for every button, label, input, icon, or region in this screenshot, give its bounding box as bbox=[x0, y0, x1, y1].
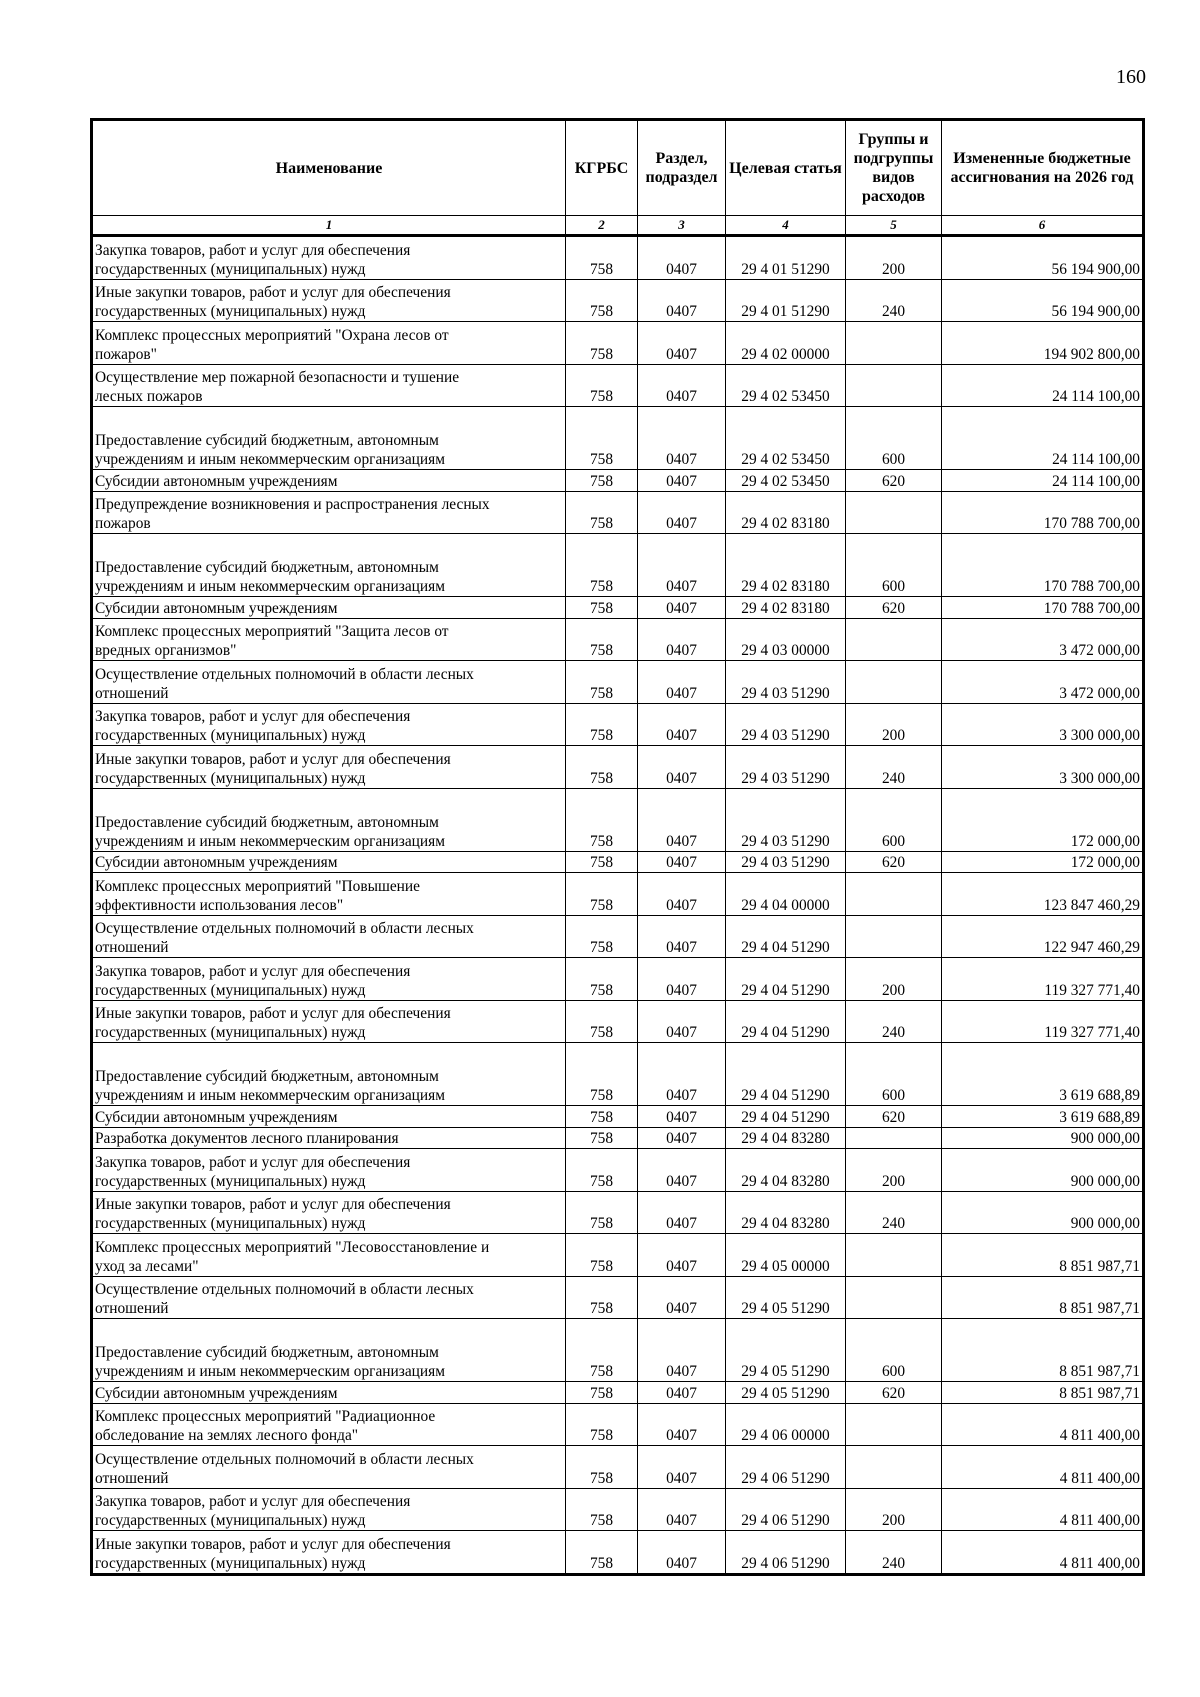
row-kgrbs: 758 bbox=[566, 873, 638, 916]
row-expense-type: 620 bbox=[846, 1382, 942, 1404]
row-expense-type bbox=[846, 1446, 942, 1489]
row-section: 0407 bbox=[638, 1446, 726, 1489]
row-expense-type bbox=[846, 1234, 942, 1277]
header-groups: Группы и подгруппы видов расходов bbox=[846, 120, 942, 216]
row-amount: 8 851 987,71 bbox=[942, 1276, 1144, 1319]
table-row bbox=[92, 407, 1144, 470]
row-amount: 3 472 000,00 bbox=[942, 661, 1144, 704]
row-section: 0407 bbox=[638, 958, 726, 1001]
row-amount: 170 788 700,00 bbox=[942, 534, 1144, 597]
row-expense-type: 200 bbox=[846, 1149, 942, 1192]
row-target: 29 4 06 51290 bbox=[726, 1446, 846, 1489]
row-kgrbs: 758 bbox=[566, 851, 638, 873]
table-row bbox=[92, 661, 1144, 704]
row-expense-type: 600 bbox=[846, 407, 942, 470]
row-kgrbs: 758 bbox=[566, 1000, 638, 1043]
row-section: 0407 bbox=[638, 1382, 726, 1404]
row-name: Иные закупки товаров, работ и услуг для обеспечения государственных (муниципальных) нужд bbox=[92, 1191, 566, 1234]
row-name: Иные закупки товаров, работ и услуг для обеспечения государственных (муниципальных) нужд bbox=[92, 1000, 566, 1043]
column-number: 3 bbox=[638, 216, 726, 236]
row-target: 29 4 03 51290 bbox=[726, 661, 846, 704]
column-number: 5 bbox=[846, 216, 942, 236]
row-kgrbs: 758 bbox=[566, 788, 638, 851]
row-section: 0407 bbox=[638, 279, 726, 322]
row-amount: 24 114 100,00 bbox=[942, 364, 1144, 407]
row-expense-type: 240 bbox=[846, 746, 942, 789]
row-kgrbs: 758 bbox=[566, 236, 638, 280]
row-kgrbs: 758 bbox=[566, 1319, 638, 1382]
row-target: 29 4 05 51290 bbox=[726, 1382, 846, 1404]
row-expense-type: 240 bbox=[846, 1191, 942, 1234]
row-target: 29 4 05 51290 bbox=[726, 1319, 846, 1382]
row-amount: 900 000,00 bbox=[942, 1127, 1144, 1149]
row-kgrbs: 758 bbox=[566, 661, 638, 704]
row-name: Осуществление отдельных полномочий в области лесных отношений bbox=[92, 1446, 566, 1489]
table-row bbox=[92, 364, 1144, 407]
row-amount: 3 472 000,00 bbox=[942, 618, 1144, 661]
row-expense-type: 600 bbox=[846, 534, 942, 597]
row-amount: 3 300 000,00 bbox=[942, 703, 1144, 746]
row-amount: 8 851 987,71 bbox=[942, 1234, 1144, 1277]
row-kgrbs: 758 bbox=[566, 915, 638, 958]
row-name: Осуществление отдельных полномочий в области лесных отношений bbox=[92, 661, 566, 704]
table-row bbox=[92, 1531, 1144, 1575]
table-row bbox=[92, 618, 1144, 661]
row-section: 0407 bbox=[638, 1276, 726, 1319]
row-target: 29 4 04 51290 bbox=[726, 1043, 846, 1106]
row-target: 29 4 06 51290 bbox=[726, 1531, 846, 1575]
row-amount: 56 194 900,00 bbox=[942, 236, 1144, 280]
row-expense-type: 200 bbox=[846, 703, 942, 746]
row-kgrbs: 758 bbox=[566, 364, 638, 407]
row-kgrbs: 758 bbox=[566, 1127, 638, 1149]
row-amount: 122 947 460,29 bbox=[942, 915, 1144, 958]
row-target: 29 4 01 51290 bbox=[726, 236, 846, 280]
row-name: Комплекс процессных мероприятий "Радиационное обследование на землях лесного фонда" bbox=[92, 1403, 566, 1446]
row-section: 0407 bbox=[638, 534, 726, 597]
table-body bbox=[92, 236, 1144, 1575]
row-amount: 4 811 400,00 bbox=[942, 1446, 1144, 1489]
row-target: 29 4 05 00000 bbox=[726, 1234, 846, 1277]
row-target: 29 4 04 51290 bbox=[726, 1106, 846, 1128]
row-name: Осуществление отдельных полномочий в области лесных отношений bbox=[92, 915, 566, 958]
row-kgrbs: 758 bbox=[566, 1043, 638, 1106]
row-target: 29 4 06 51290 bbox=[726, 1488, 846, 1531]
table-row bbox=[92, 1149, 1144, 1192]
row-target: 29 4 04 83280 bbox=[726, 1191, 846, 1234]
row-section: 0407 bbox=[638, 851, 726, 873]
row-expense-type: 620 bbox=[846, 851, 942, 873]
row-kgrbs: 758 bbox=[566, 1531, 638, 1575]
table-row bbox=[92, 1403, 1144, 1446]
row-expense-type: 200 bbox=[846, 958, 942, 1001]
row-kgrbs: 758 bbox=[566, 1276, 638, 1319]
row-expense-type: 240 bbox=[846, 1000, 942, 1043]
table-header-row bbox=[92, 120, 1144, 216]
row-name: Комплекс процессных мероприятий "Лесовосстановление и уход за лесами" bbox=[92, 1234, 566, 1277]
table-row bbox=[92, 1127, 1144, 1149]
row-expense-type bbox=[846, 364, 942, 407]
table-row bbox=[92, 915, 1144, 958]
row-target: 29 4 01 51290 bbox=[726, 279, 846, 322]
row-amount: 3 619 688,89 bbox=[942, 1043, 1144, 1106]
row-amount: 4 811 400,00 bbox=[942, 1531, 1144, 1575]
row-name: Комплекс процессных мероприятий "Повышение эффективности использования лесов" bbox=[92, 873, 566, 916]
row-target: 29 4 02 83180 bbox=[726, 491, 846, 534]
row-section: 0407 bbox=[638, 1043, 726, 1106]
row-kgrbs: 758 bbox=[566, 491, 638, 534]
row-expense-type: 200 bbox=[846, 236, 942, 280]
row-target: 29 4 03 51290 bbox=[726, 703, 846, 746]
row-target: 29 4 04 83280 bbox=[726, 1127, 846, 1149]
row-kgrbs: 758 bbox=[566, 534, 638, 597]
table-row bbox=[92, 1043, 1144, 1106]
row-amount: 3 619 688,89 bbox=[942, 1106, 1144, 1128]
row-name: Закупка товаров, работ и услуг для обеспечения государственных (муниципальных) нужд bbox=[92, 1149, 566, 1192]
row-name: Предоставление субсидий бюджетным, автономным учреждениям и иным некоммерческим организациям bbox=[92, 534, 566, 597]
header-section: Раздел, подраздел bbox=[638, 120, 726, 216]
row-expense-type bbox=[846, 491, 942, 534]
column-number-row bbox=[92, 216, 1144, 236]
row-section: 0407 bbox=[638, 788, 726, 851]
row-kgrbs: 758 bbox=[566, 746, 638, 789]
row-expense-type bbox=[846, 915, 942, 958]
row-amount: 119 327 771,40 bbox=[942, 958, 1144, 1001]
row-section: 0407 bbox=[638, 597, 726, 619]
row-kgrbs: 758 bbox=[566, 1234, 638, 1277]
row-amount: 3 300 000,00 bbox=[942, 746, 1144, 789]
row-expense-type: 200 bbox=[846, 1488, 942, 1531]
row-expense-type bbox=[846, 322, 942, 365]
table-row bbox=[92, 279, 1144, 322]
table-row bbox=[92, 597, 1144, 619]
table-row bbox=[92, 322, 1144, 365]
table-row bbox=[92, 1276, 1144, 1319]
row-amount: 4 811 400,00 bbox=[942, 1403, 1144, 1446]
table-row bbox=[92, 534, 1144, 597]
table-row bbox=[92, 1488, 1144, 1531]
row-target: 29 4 03 51290 bbox=[726, 788, 846, 851]
row-section: 0407 bbox=[638, 1319, 726, 1382]
row-section: 0407 bbox=[638, 322, 726, 365]
row-section: 0407 bbox=[638, 1149, 726, 1192]
row-target: 29 4 04 83280 bbox=[726, 1149, 846, 1192]
row-name: Предоставление субсидий бюджетным, автономным учреждениям и иным некоммерческим организациям bbox=[92, 1043, 566, 1106]
table-row bbox=[92, 1106, 1144, 1128]
row-section: 0407 bbox=[638, 873, 726, 916]
table-row bbox=[92, 1000, 1144, 1043]
row-expense-type: 600 bbox=[846, 1319, 942, 1382]
budget-allocation-table bbox=[90, 118, 1145, 1576]
row-kgrbs: 758 bbox=[566, 1446, 638, 1489]
row-name: Иные закупки товаров, работ и услуг для обеспечения государственных (муниципальных) нужд bbox=[92, 279, 566, 322]
row-kgrbs: 758 bbox=[566, 1106, 638, 1128]
row-target: 29 4 02 83180 bbox=[726, 534, 846, 597]
row-kgrbs: 758 bbox=[566, 470, 638, 492]
row-target: 29 4 02 53450 bbox=[726, 407, 846, 470]
row-name: Субсидии автономным учреждениям bbox=[92, 597, 566, 619]
row-section: 0407 bbox=[638, 618, 726, 661]
table-row bbox=[92, 746, 1144, 789]
row-expense-type: 620 bbox=[846, 597, 942, 619]
row-name: Закупка товаров, работ и услуг для обеспечения государственных (муниципальных) нужд bbox=[92, 1488, 566, 1531]
row-amount: 194 902 800,00 bbox=[942, 322, 1144, 365]
row-amount: 4 811 400,00 bbox=[942, 1488, 1144, 1531]
row-name: Предоставление субсидий бюджетным, автономным учреждениям и иным некоммерческим организациям bbox=[92, 407, 566, 470]
row-target: 29 4 02 83180 bbox=[726, 597, 846, 619]
row-amount: 172 000,00 bbox=[942, 788, 1144, 851]
row-kgrbs: 758 bbox=[566, 1488, 638, 1531]
row-section: 0407 bbox=[638, 703, 726, 746]
row-kgrbs: 758 bbox=[566, 1149, 638, 1192]
header-kgrbs: КГРБС bbox=[566, 120, 638, 216]
row-name: Закупка товаров, работ и услуг для обеспечения государственных (муниципальных) нужд bbox=[92, 703, 566, 746]
row-section: 0407 bbox=[638, 1106, 726, 1128]
row-amount: 900 000,00 bbox=[942, 1191, 1144, 1234]
row-name: Осуществление мер пожарной безопасности и тушение лесных пожаров bbox=[92, 364, 566, 407]
row-kgrbs: 758 bbox=[566, 279, 638, 322]
table-row bbox=[92, 1234, 1144, 1277]
row-expense-type bbox=[846, 618, 942, 661]
row-section: 0407 bbox=[638, 470, 726, 492]
row-target: 29 4 03 00000 bbox=[726, 618, 846, 661]
row-name: Закупка товаров, работ и услуг для обеспечения государственных (муниципальных) нужд bbox=[92, 958, 566, 1001]
row-target: 29 4 04 51290 bbox=[726, 915, 846, 958]
row-target: 29 4 06 00000 bbox=[726, 1403, 846, 1446]
row-section: 0407 bbox=[638, 1191, 726, 1234]
row-name: Комплекс процессных мероприятий "Охрана лесов от пожаров" bbox=[92, 322, 566, 365]
row-kgrbs: 758 bbox=[566, 618, 638, 661]
row-target: 29 4 05 51290 bbox=[726, 1276, 846, 1319]
row-amount: 24 114 100,00 bbox=[942, 470, 1144, 492]
column-number: 4 bbox=[726, 216, 846, 236]
header-target: Целевая статья bbox=[726, 120, 846, 216]
table-row bbox=[92, 1446, 1144, 1489]
row-expense-type: 600 bbox=[846, 788, 942, 851]
row-expense-type bbox=[846, 661, 942, 704]
row-kgrbs: 758 bbox=[566, 322, 638, 365]
table-row bbox=[92, 236, 1144, 280]
table-row bbox=[92, 1319, 1144, 1382]
table-row bbox=[92, 851, 1144, 873]
row-kgrbs: 758 bbox=[566, 1403, 638, 1446]
row-amount: 24 114 100,00 bbox=[942, 407, 1144, 470]
row-amount: 56 194 900,00 bbox=[942, 279, 1144, 322]
header-name: Наименование bbox=[92, 120, 566, 216]
row-name: Закупка товаров, работ и услуг для обеспечения государственных (муниципальных) нужд bbox=[92, 236, 566, 280]
table-row bbox=[92, 1191, 1144, 1234]
row-expense-type bbox=[846, 1403, 942, 1446]
column-number: 1 bbox=[92, 216, 566, 236]
row-amount: 123 847 460,29 bbox=[942, 873, 1144, 916]
row-expense-type bbox=[846, 873, 942, 916]
table-row bbox=[92, 470, 1144, 492]
row-amount: 8 851 987,71 bbox=[942, 1319, 1144, 1382]
row-section: 0407 bbox=[638, 1234, 726, 1277]
page-number: 160 bbox=[1116, 66, 1146, 88]
row-amount: 170 788 700,00 bbox=[942, 491, 1144, 534]
row-section: 0407 bbox=[638, 491, 726, 534]
table-row bbox=[92, 491, 1144, 534]
row-expense-type: 240 bbox=[846, 279, 942, 322]
row-name: Предоставление субсидий бюджетным, автономным учреждениям и иным некоммерческим организациям bbox=[92, 1319, 566, 1382]
table-row bbox=[92, 703, 1144, 746]
row-name: Иные закупки товаров, работ и услуг для обеспечения государственных (муниципальных) нужд bbox=[92, 1531, 566, 1575]
row-amount: 172 000,00 bbox=[942, 851, 1144, 873]
row-expense-type bbox=[846, 1127, 942, 1149]
row-target: 29 4 04 00000 bbox=[726, 873, 846, 916]
row-section: 0407 bbox=[638, 1127, 726, 1149]
row-target: 29 4 02 00000 bbox=[726, 322, 846, 365]
row-target: 29 4 02 53450 bbox=[726, 470, 846, 492]
row-section: 0407 bbox=[638, 661, 726, 704]
row-expense-type: 620 bbox=[846, 470, 942, 492]
row-kgrbs: 758 bbox=[566, 703, 638, 746]
header-amount: Измененные бюджетные ассигнования на 2026 год bbox=[942, 120, 1144, 216]
row-section: 0407 bbox=[638, 915, 726, 958]
table-row bbox=[92, 958, 1144, 1001]
row-name: Предупреждение возникновения и распространения лесных пожаров bbox=[92, 491, 566, 534]
row-name: Разработка документов лесного планирования bbox=[92, 1127, 566, 1149]
row-section: 0407 bbox=[638, 1000, 726, 1043]
row-target: 29 4 04 51290 bbox=[726, 958, 846, 1001]
row-amount: 119 327 771,40 bbox=[942, 1000, 1144, 1043]
row-name: Осуществление отдельных полномочий в области лесных отношений bbox=[92, 1276, 566, 1319]
row-section: 0407 bbox=[638, 407, 726, 470]
row-section: 0407 bbox=[638, 364, 726, 407]
row-name: Субсидии автономным учреждениям bbox=[92, 1106, 566, 1128]
row-kgrbs: 758 bbox=[566, 597, 638, 619]
row-target: 29 4 03 51290 bbox=[726, 746, 846, 789]
row-name: Комплекс процессных мероприятий "Защита лесов от вредных организмов" bbox=[92, 618, 566, 661]
row-kgrbs: 758 bbox=[566, 958, 638, 1001]
row-section: 0407 bbox=[638, 236, 726, 280]
table-row bbox=[92, 788, 1144, 851]
row-target: 29 4 03 51290 bbox=[726, 851, 846, 873]
row-name: Иные закупки товаров, работ и услуг для обеспечения государственных (муниципальных) нужд bbox=[92, 746, 566, 789]
row-amount: 900 000,00 bbox=[942, 1149, 1144, 1192]
row-section: 0407 bbox=[638, 1403, 726, 1446]
row-name: Субсидии автономным учреждениям bbox=[92, 1382, 566, 1404]
row-expense-type: 620 bbox=[846, 1106, 942, 1128]
row-name: Субсидии автономным учреждениям bbox=[92, 470, 566, 492]
row-target: 29 4 02 53450 bbox=[726, 364, 846, 407]
row-expense-type: 600 bbox=[846, 1043, 942, 1106]
table-row bbox=[92, 873, 1144, 916]
row-kgrbs: 758 bbox=[566, 1382, 638, 1404]
row-name: Предоставление субсидий бюджетным, автономным учреждениям и иным некоммерческим организациям bbox=[92, 788, 566, 851]
row-section: 0407 bbox=[638, 1531, 726, 1575]
row-kgrbs: 758 bbox=[566, 1191, 638, 1234]
row-name: Субсидии автономным учреждениям bbox=[92, 851, 566, 873]
column-number: 6 bbox=[942, 216, 1144, 236]
row-expense-type: 240 bbox=[846, 1531, 942, 1575]
row-target: 29 4 04 51290 bbox=[726, 1000, 846, 1043]
row-kgrbs: 758 bbox=[566, 407, 638, 470]
table-row bbox=[92, 1382, 1144, 1404]
row-section: 0407 bbox=[638, 1488, 726, 1531]
row-section: 0407 bbox=[638, 746, 726, 789]
column-number: 2 bbox=[566, 216, 638, 236]
row-expense-type bbox=[846, 1276, 942, 1319]
row-amount: 8 851 987,71 bbox=[942, 1382, 1144, 1404]
row-amount: 170 788 700,00 bbox=[942, 597, 1144, 619]
